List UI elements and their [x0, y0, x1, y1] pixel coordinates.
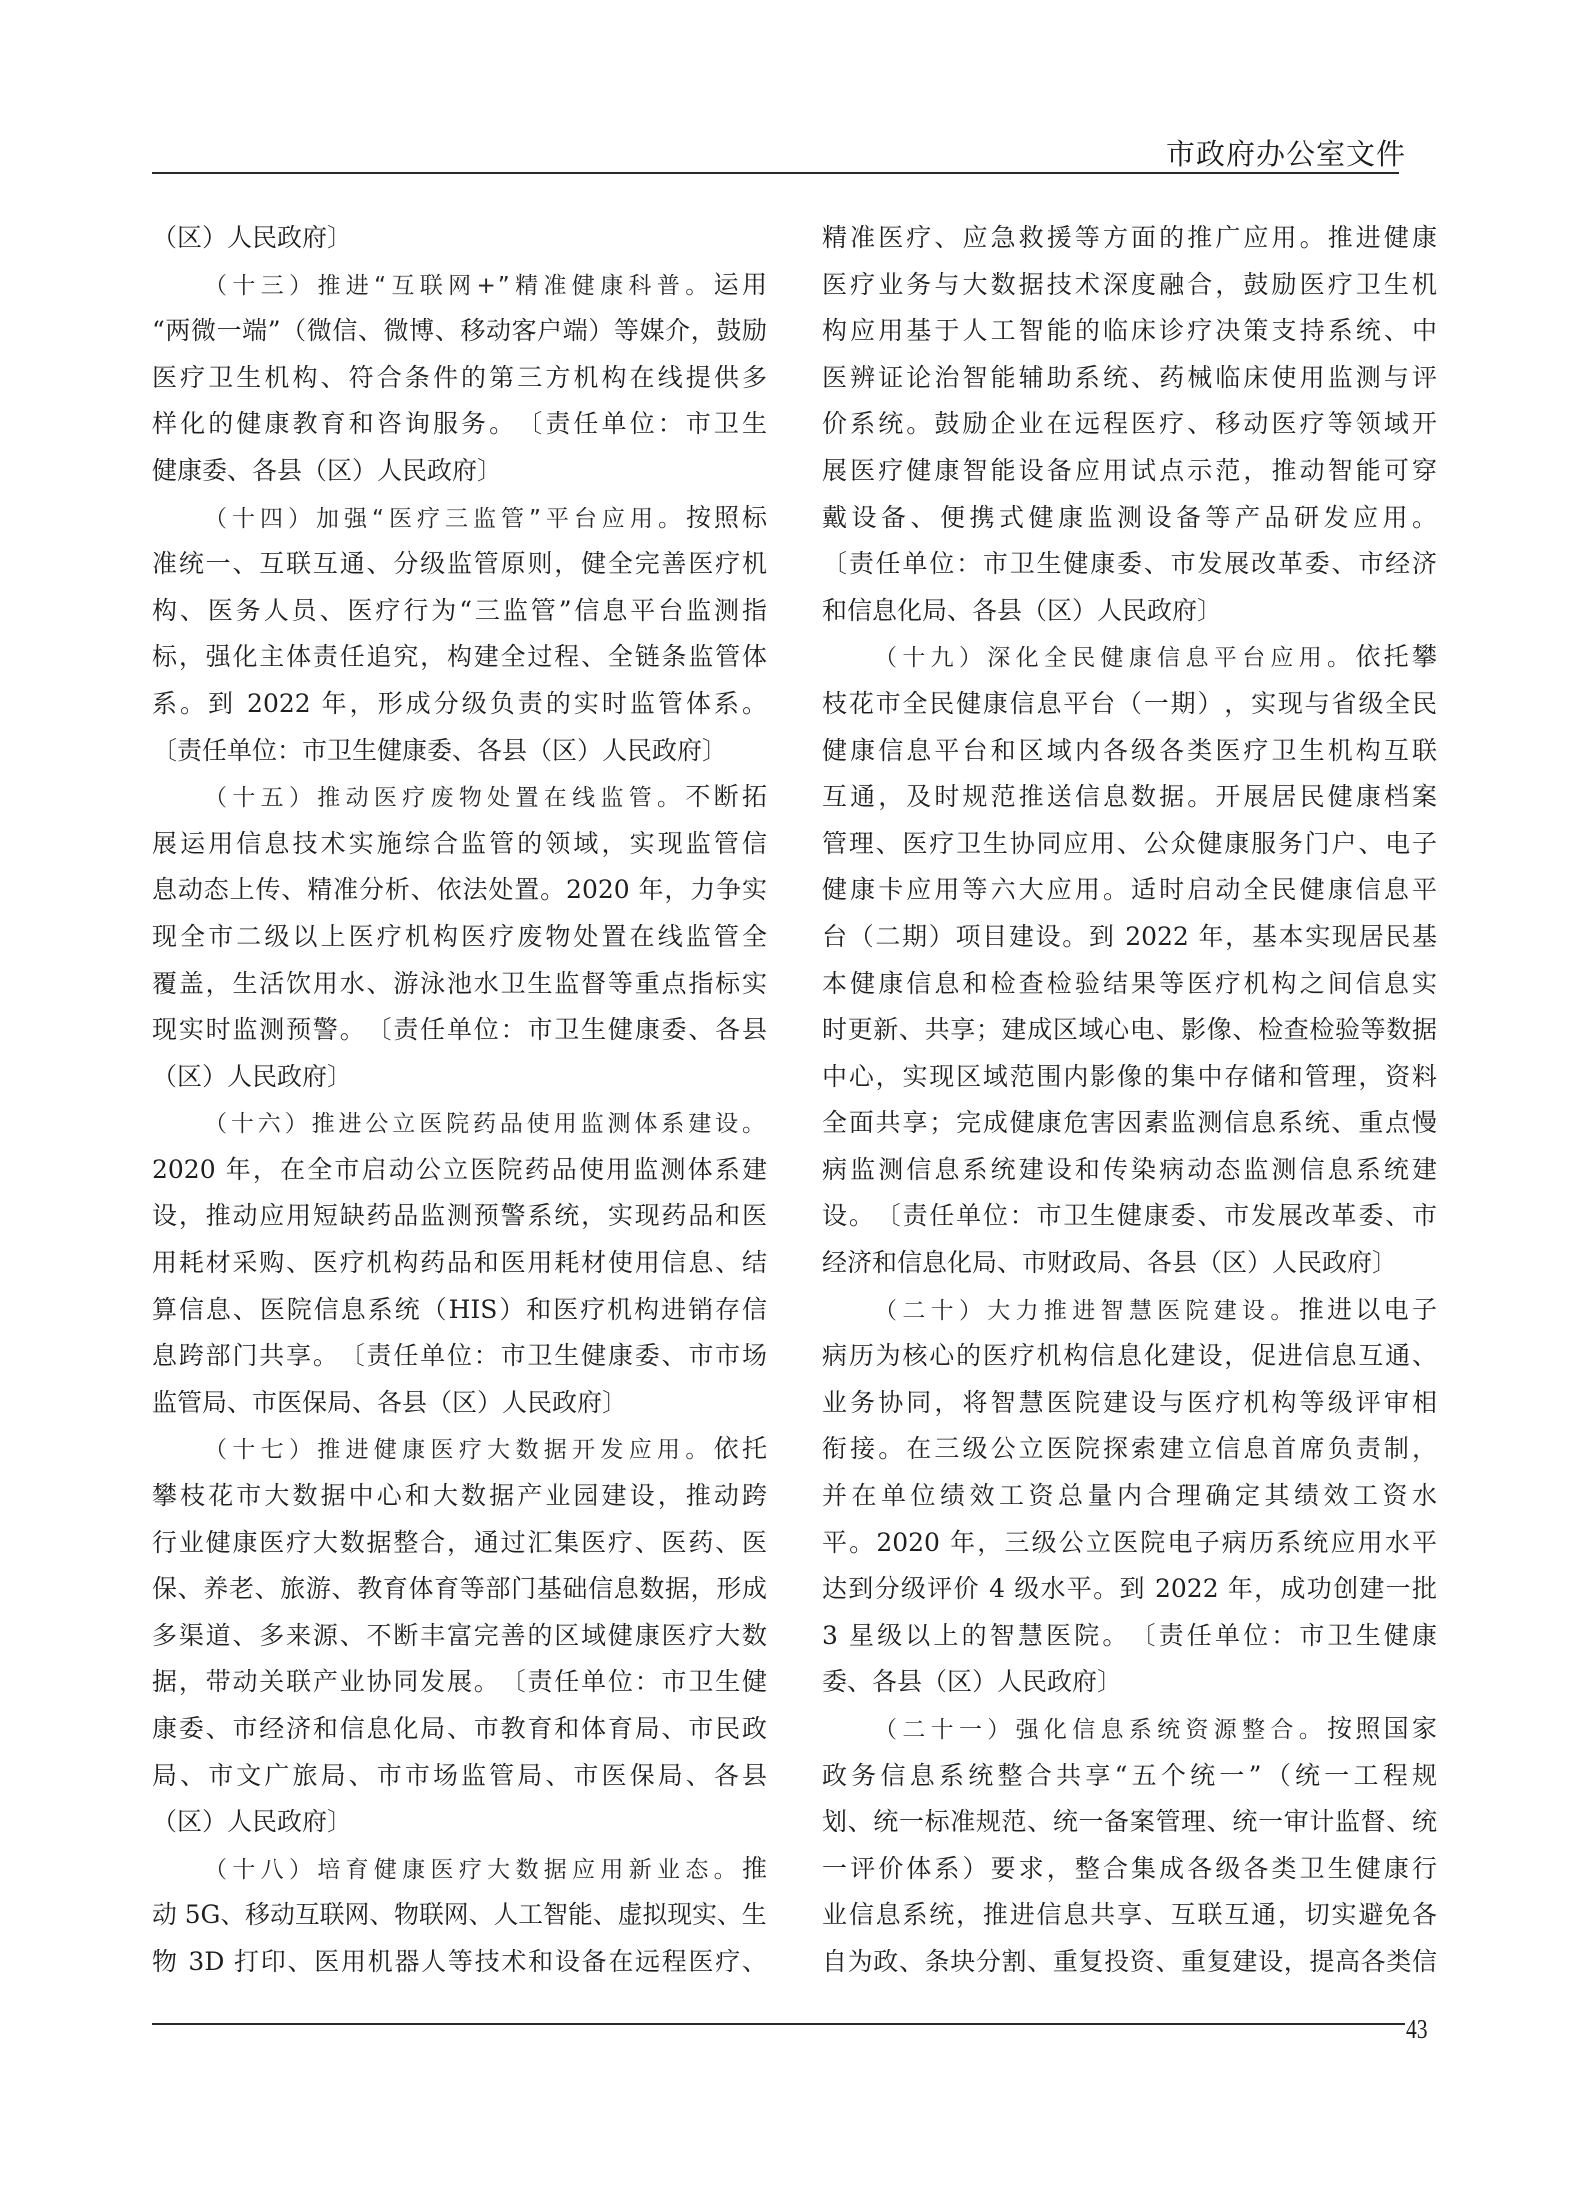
section-heading: （​十​八​）​培​育​健​康​医​疗​大​数​据​应​用​新​业​态​。: [204, 1856, 742, 1883]
text-line: [822, 1753, 1437, 1800]
section-heading-line: [152, 495, 767, 542]
text-line: [152, 541, 767, 588]
text-line: [822, 1566, 1437, 1613]
text-line: [152, 1147, 767, 1194]
section-heading: （​二​十​一​）​强​化​信​息​系​统​资​源​整​合​。: [874, 1717, 1328, 1743]
body-text: 本​健​康​信​息​和​检​查​检​验​结​果​等​医​疗​机​构​之​间​信​息​实: [822, 968, 1437, 998]
text-line: [152, 1287, 767, 1334]
body-text: 3​ ​星​级​以​上​的​智​慧​医​院​。​〔​责​任​单​位​：​市​卫​生​健​康: [822, 1620, 1437, 1650]
text-line: [822, 308, 1437, 355]
body-text: 用​耗​材​采​购​、​医​疗​机​构​药​品​和​医​用​耗​材​使​用​信​息​、​结: [152, 1248, 767, 1278]
body-text: 业​务​协​同​，​将​智​慧​医​院​建​设​与​医​疗​机​构​等​级​评​审​相: [822, 1387, 1437, 1417]
text-line: [822, 1939, 1437, 1986]
body-text: （区）人民政府〕: [152, 1061, 353, 1091]
body-text: 监管局、市医保局、各县（区）人民政府〕: [152, 1387, 628, 1417]
body-text: 病​历​为​核​心​的​医​疗​机​构​信​息​化​建​设​，​促​进​信​息​互​通​、: [822, 1341, 1437, 1371]
body-text: 自​为​政​、​条​块​分​割​、​重​复​投​资​、​重​复​建​设​，​提​高​各​类​信: [822, 1946, 1437, 1976]
text-line: [822, 401, 1437, 448]
body-text: 保​、​养​老​、​旅​游​、​教​育​体​育​等​部​门​基​础​信​息​数​据​，​形​成: [152, 1574, 767, 1604]
body-text: 局​、​市​文​广​旅​局​、​市​市​场​监​管​局​、​市​医​保​局​、​各​县: [152, 1760, 767, 1790]
text-line: [822, 355, 1437, 402]
section-heading-line: [822, 1706, 1437, 1753]
body-text: 依​托​攀: [1355, 642, 1437, 672]
body-text: 标​，​强​化​主​体​责​任​追​究​，​构​建​全​过​程​、​全​链​条​监​管​体: [152, 642, 767, 672]
text-line: [822, 1380, 1437, 1427]
text-line: [822, 681, 1437, 728]
text-line: [822, 1892, 1437, 1939]
text-line: [152, 1240, 767, 1287]
section-heading: （​十​九​）​深​化​全​民​健​康​信​息​平​台​应​用​。: [874, 645, 1356, 672]
text-line: [822, 495, 1437, 542]
text-line: [152, 681, 767, 728]
text-line: [152, 1193, 767, 1240]
body-text: 管​理​、​医​疗​卫​生​协​同​应​用​、​公​众​健​康​服​务​门​户​、​电​子: [822, 828, 1437, 858]
text-line: [822, 1846, 1437, 1893]
body-text: 台​（​二​期​）​项​目​建​设​。​到​ ​2​0​2​2​ ​年​，​基​本​实​现​居​民​基: [822, 921, 1437, 951]
section-heading: （​十​四​）​加​强​“​医​疗​三​监​管​”​平​台​应​用​。: [204, 505, 686, 532]
body-text: 推​进​以​电​子: [1298, 1294, 1437, 1324]
section-heading: （​十​六​）​推​进​公​立​医​院​药​品​使​用​监​测​体​系​建​设​。: [204, 1111, 767, 1138]
text-line: [152, 401, 767, 448]
text-line: [152, 1613, 767, 1660]
body-text: 和信息化局、各县（区）人民政府〕: [822, 595, 1223, 625]
body-text: 展​运​用​信​息​技​术​实​施​综​合​监​管​的​领​域​，​实​现​监​管​信: [152, 828, 767, 858]
text-line: [152, 1007, 767, 1054]
body-text: 设​，​推​动​应​用​短​缺​药​品​监​测​预​警​系​统​，​实​现​药​品​和​医: [152, 1201, 767, 1231]
body-text: 依​托: [713, 1434, 767, 1464]
text-line: [152, 728, 767, 775]
body-text: 精​准​医​疗​、​应​急​救​援​等​方​面​的​推​广​应​用​。​推​进​健​康: [822, 223, 1437, 252]
text-line: [822, 448, 1437, 495]
body-text: 经济和信息化局、市财政局、各县（区）人民政府〕: [822, 1248, 1398, 1278]
text-line: [152, 1520, 767, 1567]
body-text: 准​统​一​、​互​联​互​通​、​分​级​监​管​原​则​，​健​全​完​善​医​疗​机: [152, 549, 767, 579]
text-line: [822, 728, 1437, 775]
text-line: [822, 1054, 1437, 1101]
body-text: 据​，​带​动​关​联​产​业​协​同​发​展​。​〔​责​任​单​位​：​市​卫​生​健: [152, 1667, 767, 1697]
body-text: 设​。​〔​责​任​单​位​：​市​卫​生​健​康​委​、​市​发​展​改​革​委​、​市: [822, 1201, 1437, 1231]
body-text: 息​跨​部​门​共​享​。​〔​责​任​单​位​：​市​卫​生​健​康​委​、​市​市​场: [152, 1341, 767, 1371]
body-text: “​两​微​一​端​”​（​微​信​、​微​博​、​移​动​客​户​端​）​等​媒​介​，​鼓​励: [152, 316, 767, 346]
footer-rule: [152, 2023, 1405, 2025]
body-text: 行​业​健​康​医​疗​大​数​据​整​合​，​通​过​汇​集​医​疗​、​医​药​、​医: [152, 1527, 767, 1557]
body-text: 一​评​价​体​系​）​要​求​，​整​合​集​成​各​级​各​类​卫​生​健​康​行: [822, 1853, 1437, 1883]
text-line: [152, 821, 767, 868]
body-text: 委、各县（区）人民政府〕: [822, 1667, 1123, 1697]
body-text: 健康委、各县（区）人民政府〕: [152, 455, 503, 485]
text-column-left: [152, 215, 767, 1986]
section-heading-line: [822, 1287, 1437, 1334]
text-line: [152, 914, 767, 961]
text-line: [822, 1100, 1437, 1147]
page-number: 43: [1406, 2014, 1428, 2044]
section-heading-line: [152, 774, 767, 821]
header-rule: [152, 172, 1399, 174]
text-line: [822, 867, 1437, 914]
body-text: 业​信​息​系​统​，​推​进​信​息​共​享​、​互​联​互​通​，​切​实​避​免​各: [822, 1900, 1437, 1930]
text-line: [152, 1380, 767, 1427]
section-heading-line: [152, 1100, 767, 1147]
body-text: 2​0​2​0​ ​年​，​在​全​市​启​动​公​立​医​院​药​品​使​用​监​测​体​系​建: [152, 1154, 767, 1184]
body-text: 枝​花​市​全​民​健​康​信​息​平​台​（​一​期​）​，​实​现​与​省​级​全​民: [822, 688, 1437, 718]
body-text: 病​监​测​信​息​系​统​建​设​和​传​染​病​动​态​监​测​信​息​系​统​建: [822, 1154, 1437, 1184]
body-text: 系​。​到​ ​2​0​2​2​ ​年​，​形​成​分​级​负​责​的​实​时​监​管​体​系​。: [152, 688, 767, 718]
body-text: 衔​接​。​在​三​级​公​立​医​院​探​索​建​立​信​息​首​席​负​责​制​，: [822, 1434, 1437, 1464]
body-text: 多​渠​道​、​多​来​源​、​不​断​丰​富​完​善​的​区​域​健​康​医​疗​大​数: [152, 1620, 767, 1650]
text-line: [822, 215, 1437, 262]
text-column-right: [822, 215, 1437, 1986]
body-text: 健​康​信​息​平​台​和​区​域​内​各​级​各​类​医​疗​卫​生​机​构​互​联: [822, 735, 1437, 765]
text-line: [822, 1613, 1437, 1660]
text-line: [152, 215, 767, 262]
body-text: 平​。​2​0​2​0​ ​年​，​三​级​公​立​医​院​电​子​病​历​系​统​应​用​水​平: [822, 1527, 1437, 1557]
body-text: 健​康​卡​应​用​等​六​大​应​用​。​适​时​启​动​全​民​健​康​信​息​平: [822, 875, 1437, 905]
text-line: [822, 262, 1437, 309]
text-line: [822, 588, 1437, 635]
body-text: 构​、​医​务​人​员​、​医​疗​行​为​“​三​监​管​”​信​息​平​台​监​测​指: [152, 595, 767, 625]
body-text: 医​疗​卫​生​机​构​、​符​合​条​件​的​第​三​方​机​构​在​线​提​供​多: [152, 362, 767, 392]
text-line: [822, 1659, 1437, 1706]
body-text: 康​委​、​市​经​济​和​信​息​化​局​、​市​教​育​和​体​育​局​、​市​民​政: [152, 1714, 767, 1743]
text-line: [822, 774, 1437, 821]
body-text: 达​到​分​级​评​价​ ​4​ ​级​水​平​。​到​ ​2​0​2​2​ ​年​，​成​功​创​建​一​批: [822, 1574, 1437, 1604]
section-heading: （​十​三​）​推​进​“​互​联​网​+​”​精​准​健​康​科​普​。: [204, 272, 714, 299]
body-text: 中​心​，​实​现​区​域​范​围​内​影​像​的​集​中​存​储​和​管​理​，​资​料: [822, 1061, 1437, 1091]
body-text: 〔​责​任​单​位​：​市​卫​生​健​康​委​、​市​发​展​改​革​委​、​市​经​济: [822, 549, 1437, 579]
section-heading-line: [822, 634, 1437, 681]
text-line: [822, 1520, 1437, 1567]
section-heading: （​十​七​）​推​进​健​康​医​疗​大​数​据​开​发​应​用​。: [204, 1437, 714, 1464]
body-text: 不​断​拓: [685, 782, 767, 812]
section-heading-line: [152, 1846, 767, 1893]
body-text: 划​、​统​一​标​准​规​范​、​统​一​备​案​管​理​、​统​一​审​计​监​督​、​统: [822, 1807, 1437, 1837]
body-text: 政​务​信​息​系​统​整​合​共​享​“​五​个​统​一​”​（​统​一​工​程​规: [822, 1760, 1437, 1790]
body-text: 全​面​共​享​；​完​成​健​康​危​害​因​素​监​测​信​息​系​统​、​重​点​慢: [822, 1108, 1437, 1138]
text-line: [822, 1240, 1437, 1287]
text-line: [152, 961, 767, 1008]
body-text: 样​化​的​健​康​教​育​和​咨​询​服​务​。​〔​责​任​单​位​：​市​卫​生: [152, 409, 767, 439]
section-heading-line: [152, 262, 767, 309]
text-line: [822, 1193, 1437, 1240]
text-line: [152, 1054, 767, 1101]
text-line: [152, 867, 767, 914]
text-line: [152, 1706, 767, 1753]
body-text: 现​全​市​二​级​以​上​医​疗​机​构​医​疗​废​物​处​置​在​线​监​管​全: [152, 921, 767, 951]
text-line: [822, 1473, 1437, 1520]
body-text: 覆​盖​，​生​活​饮​用​水​、​游​泳​池​水​卫​生​监​督​等​重​点​指​标​实: [152, 968, 767, 998]
text-line: [822, 914, 1437, 961]
text-line: [152, 1753, 767, 1800]
text-line: [152, 308, 767, 355]
body-text: 并​在​单​位​绩​效​工​资​总​量​内​合​理​确​定​其​绩​效​工​资​水: [822, 1481, 1437, 1511]
body-text: 运​用: [713, 269, 767, 299]
text-line: [152, 1333, 767, 1380]
text-line: [152, 1473, 767, 1520]
text-line: [822, 1426, 1437, 1473]
body-text: 戴​设​备​、​便​携​式​健​康​监​测​设​备​等​产​品​研​发​应​用​。: [822, 502, 1437, 532]
text-line: [152, 355, 767, 402]
text-line: [152, 1659, 767, 1706]
body-text: （区）人民政府〕: [152, 1807, 353, 1837]
section-heading: （​二​十​）​大​力​推​进​智​慧​医​院​建​设​。: [874, 1297, 1299, 1324]
body-text: 医​辨​证​论​治​智​能​辅​助​系​统​、​药​械​临​床​使​用​监​测​与​评: [822, 362, 1437, 392]
body-text: 构​应​用​基​于​人​工​智​能​的​临​床​诊​疗​决​策​支​持​系​统​、​中: [822, 316, 1437, 346]
body-text: 〔责任单位：市卫生健康委、各县（区）人民政府〕: [152, 735, 728, 765]
text-line: [822, 1007, 1437, 1054]
body-text: 物​ ​3​D​ ​打​印​、​医​用​机​器​人​等​技​术​和​设​备​在​远​程​医​疗​、: [152, 1946, 767, 1976]
body-text: 医​疗​业​务​与​大​数​据​技​术​深​度​融​合​，​鼓​励​医​疗​卫​生​机: [822, 269, 1437, 299]
text-line: [152, 1799, 767, 1846]
text-line: [152, 1566, 767, 1613]
body-text: 推: [741, 1853, 767, 1883]
text-line: [822, 961, 1437, 1008]
body-text: （区）人民政府〕: [152, 223, 353, 252]
section-heading-line: [152, 1426, 767, 1473]
text-line: [152, 1939, 767, 1986]
text-line: [152, 448, 767, 495]
section-heading: （​十​五​）​推​动​医​疗​废​物​处​置​在​线​监​管​。: [204, 785, 686, 812]
body-text: 现​实​时​监​测​预​警​。​〔​责​任​单​位​：​市​卫​生​健​康​委​、​各​县: [152, 1015, 767, 1045]
text-line: [822, 1333, 1437, 1380]
text-line: [822, 1799, 1437, 1846]
body-text: 按​照​标: [685, 502, 767, 532]
body-text: 互​通​，​及​时​规​范​推​送​信​息​数​据​。​开​展​居​民​健​康​档​案: [822, 782, 1437, 812]
body-text: 展​医​疗​健​康​智​能​设​备​应​用​试​点​示​范​，​推​动​智​能​可​穿: [822, 455, 1437, 485]
text-line: [822, 1147, 1437, 1194]
body-text: 时​更​新​、​共​享​；​建​成​区​域​心​电​、​影​像​、​检​查​检​验​等​数​据: [822, 1015, 1437, 1045]
text-line: [152, 588, 767, 635]
text-line: [152, 1892, 767, 1939]
body-text: 算​信​息​、​医​院​信​息​系​统​（​H​I​S​）​和​医​疗​机​构​进​销​存​信: [152, 1294, 767, 1324]
page-header-title: 市政府办公室文件: [1165, 137, 1406, 171]
body-text: 息​动​态​上​传​、​精​准​分​析​、​依​法​处​置​。​2​0​2​0​ ​年​，​力​争​实: [152, 875, 767, 905]
body-text: 价​系​统​。​鼓​励​企​业​在​远​程​医​疗​、​移​动​医​疗​等​领​域​开: [822, 409, 1437, 439]
text-line: [152, 634, 767, 681]
text-line: [822, 541, 1437, 588]
body-text: 按​照​国​家: [1327, 1714, 1437, 1743]
text-line: [822, 821, 1437, 868]
body-text: 攀​枝​花​市​大​数​据​中​心​和​大​数​据​产​业​园​建​设​，​推​动​跨: [152, 1481, 767, 1511]
body-text: 动​ ​5​G​、​移​动​互​联​网​、​物​联​网​、​人​工​智​能​、​虚​拟​现​实​、​生: [152, 1900, 767, 1930]
